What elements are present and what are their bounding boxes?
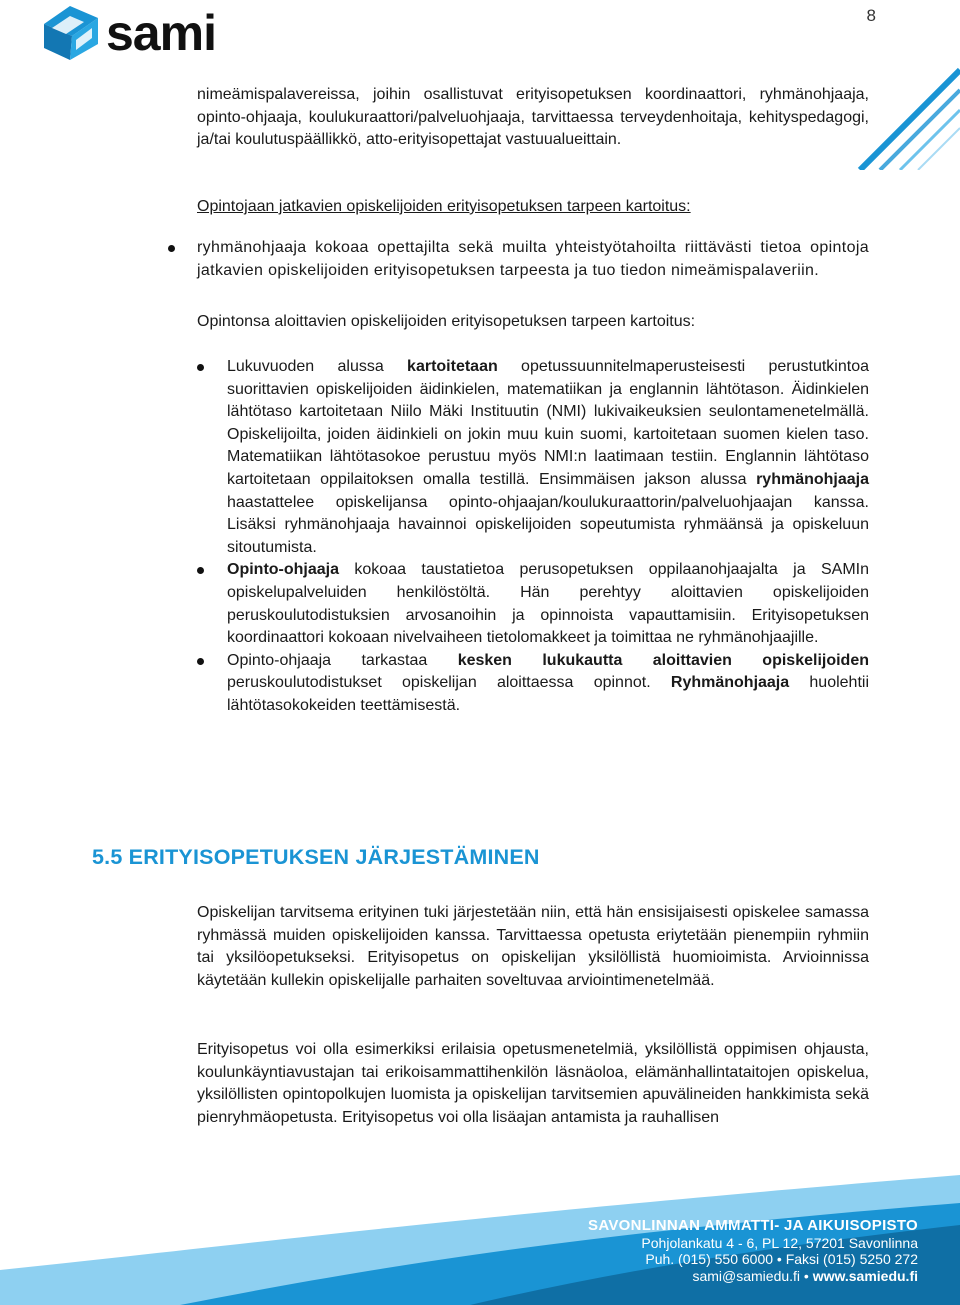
starting-students-list <box>227 356 869 718</box>
list-item: Lukuvuoden alussa kartoitetaan opetussuunnitelmaperusteisesti perustutkintoa suorittavien opiskelijoiden äidinkielen, matematiikan ja englannin lähtötason. Äidinkielen lähtötaso kartoitetaan Niilo Mäki Instituutin (NMI) lukivaikeuksien seulontamenetelmällä. Opiskelijoilta, joiden äidinkieli on jokin muu kuin suomi, kartoitetaan suomen kielen taso. Matematiikan lähtötasokoe perustuu myös NMI:n laatimaan testiin. Englannin lähtötaso kartoitetaan oppilaitoksen omalla testillä. Ensimmäisen jakson alussa ryhmänohjaaja haastattelee opiskelijansa opinto-ohjaajan/koulukuraattorin/palveluohjaajan kanssa. Lisäksi ryhmänohjaaja havainnoi opiskelijoiden sopeutumista ryhmäänsä ja opiskeluun sitoutumista. <box>227 356 869 559</box>
section-paragraph: Opiskelijan tarvitsema erityinen tuki järjestetään niin, että hän ensisijaisesti opiskelee samassa ryhmässä muiden opiskelijoiden kanssa. Tarvittaessa opetusta eriytetään pienempiin ryhmiin tai yksilöopetukseksi. Erityisopetus on opiskelijan yksilöllistä huomioimista. Arvioinnissa käytetään kullekin opiskelijalle parhaiten soveltuvaa arviointimenetelmää. <box>197 904 869 989</box>
footer-website-link[interactable]: www.samiedu.fi <box>812 1267 918 1284</box>
footer-institution: SAVONLINNAN AMMATTI- JA AIKUISOPISTO <box>588 1217 918 1234</box>
sami-logo-wordmark: sami <box>106 5 216 61</box>
sami-logo-cube-icon <box>44 6 98 60</box>
footer-address: Pohjolankatu 4 - 6, PL 12, 57201 Savonlinna <box>641 1234 918 1251</box>
footer-email-link[interactable]: sami@samiedu.fi <box>692 1267 801 1284</box>
page-number: 8 <box>866 6 876 25</box>
sami-logo <box>40 2 255 64</box>
section-paragraph: Erityisopetus voi olla esimerkiksi erilaisia opetusmenetelmiä, yksilöllistä oppimisen ohjausta, koulunkäyntiavustajan tai erikoisammattihenkilön läsnäoloa, elämänhallintataitojen opiskelua, yksilöllisten opintopolkujen luomista ja opiskelijan tarvitsemien apuvälineiden hankkimista sekä pienryhmäopetusta. Erityisopetus voi olla lisäajan antamista ja rauhallisen <box>197 1041 869 1126</box>
intro-paragraph: nimeämispalavereissa, joihin osallistuvat erityisopetuksen koordinaattori, ryhmänohjaaja, opinto-ohjaaja, koulukuraattori/palveluohjaaja, tarvittaessa terveydenhoitaja, kehityspedagogi, ja/tai koulutuspäällikkö, atto-erityisopettajat vastuualueittain. <box>197 86 869 149</box>
footer-separator: • <box>800 1267 813 1284</box>
continuing-students-heading: Opintojaan jatkavien opiskelijoiden erityisopetuksen tarpeen kartoitus: <box>197 198 691 215</box>
list-item: Opinto-ohjaaja tarkastaa kesken lukukautta aloittavien opiskelijoiden peruskoulutodistukset opiskelijan aloittaessa opinnot. Ryhmänohjaaja huolehtii lähtötasokokeiden teettämisestä. <box>227 650 869 718</box>
footer-contact <box>588 1218 918 1284</box>
continuing-students-list <box>197 237 869 282</box>
list-item: Opinto-ohjaaja kokoaa taustatietoa perusopetuksen oppilaanohjaajalta ja SAMIn opiskelupalveluiden henkilöstöltä. Hän perehtyy aloittavien opiskelijoiden peruskoulutodistuksien arvosanoihin ja opinnoista vapauttamisiin. Erityisopetuksen koordinaattori kokoaan nivelvaiheen tietolomakkeet ja toimittaa ne ryhmänohjaajille. <box>227 559 869 649</box>
footer-links <box>588 1268 918 1285</box>
starting-students-heading: Opintonsa aloittavien opiskelijoiden erityisopetuksen tarpeen kartoitus: <box>197 313 696 330</box>
section-heading: 5.5 ERITYISOPETUKSEN JÄRJESTÄMINEN <box>92 845 540 869</box>
list-item: ryhmänohjaaja kokoaa opettajilta sekä muilta yhteistyötahoilta riittävästi tietoa opintoja jatkavien opiskelijoiden erityisopetuksen tarpeesta ja tuo tiedon nimeämispalaveriin. <box>197 237 869 282</box>
footer-phone: Puh. (015) 550 6000 • Faksi (015) 5250 272 <box>645 1251 918 1267</box>
